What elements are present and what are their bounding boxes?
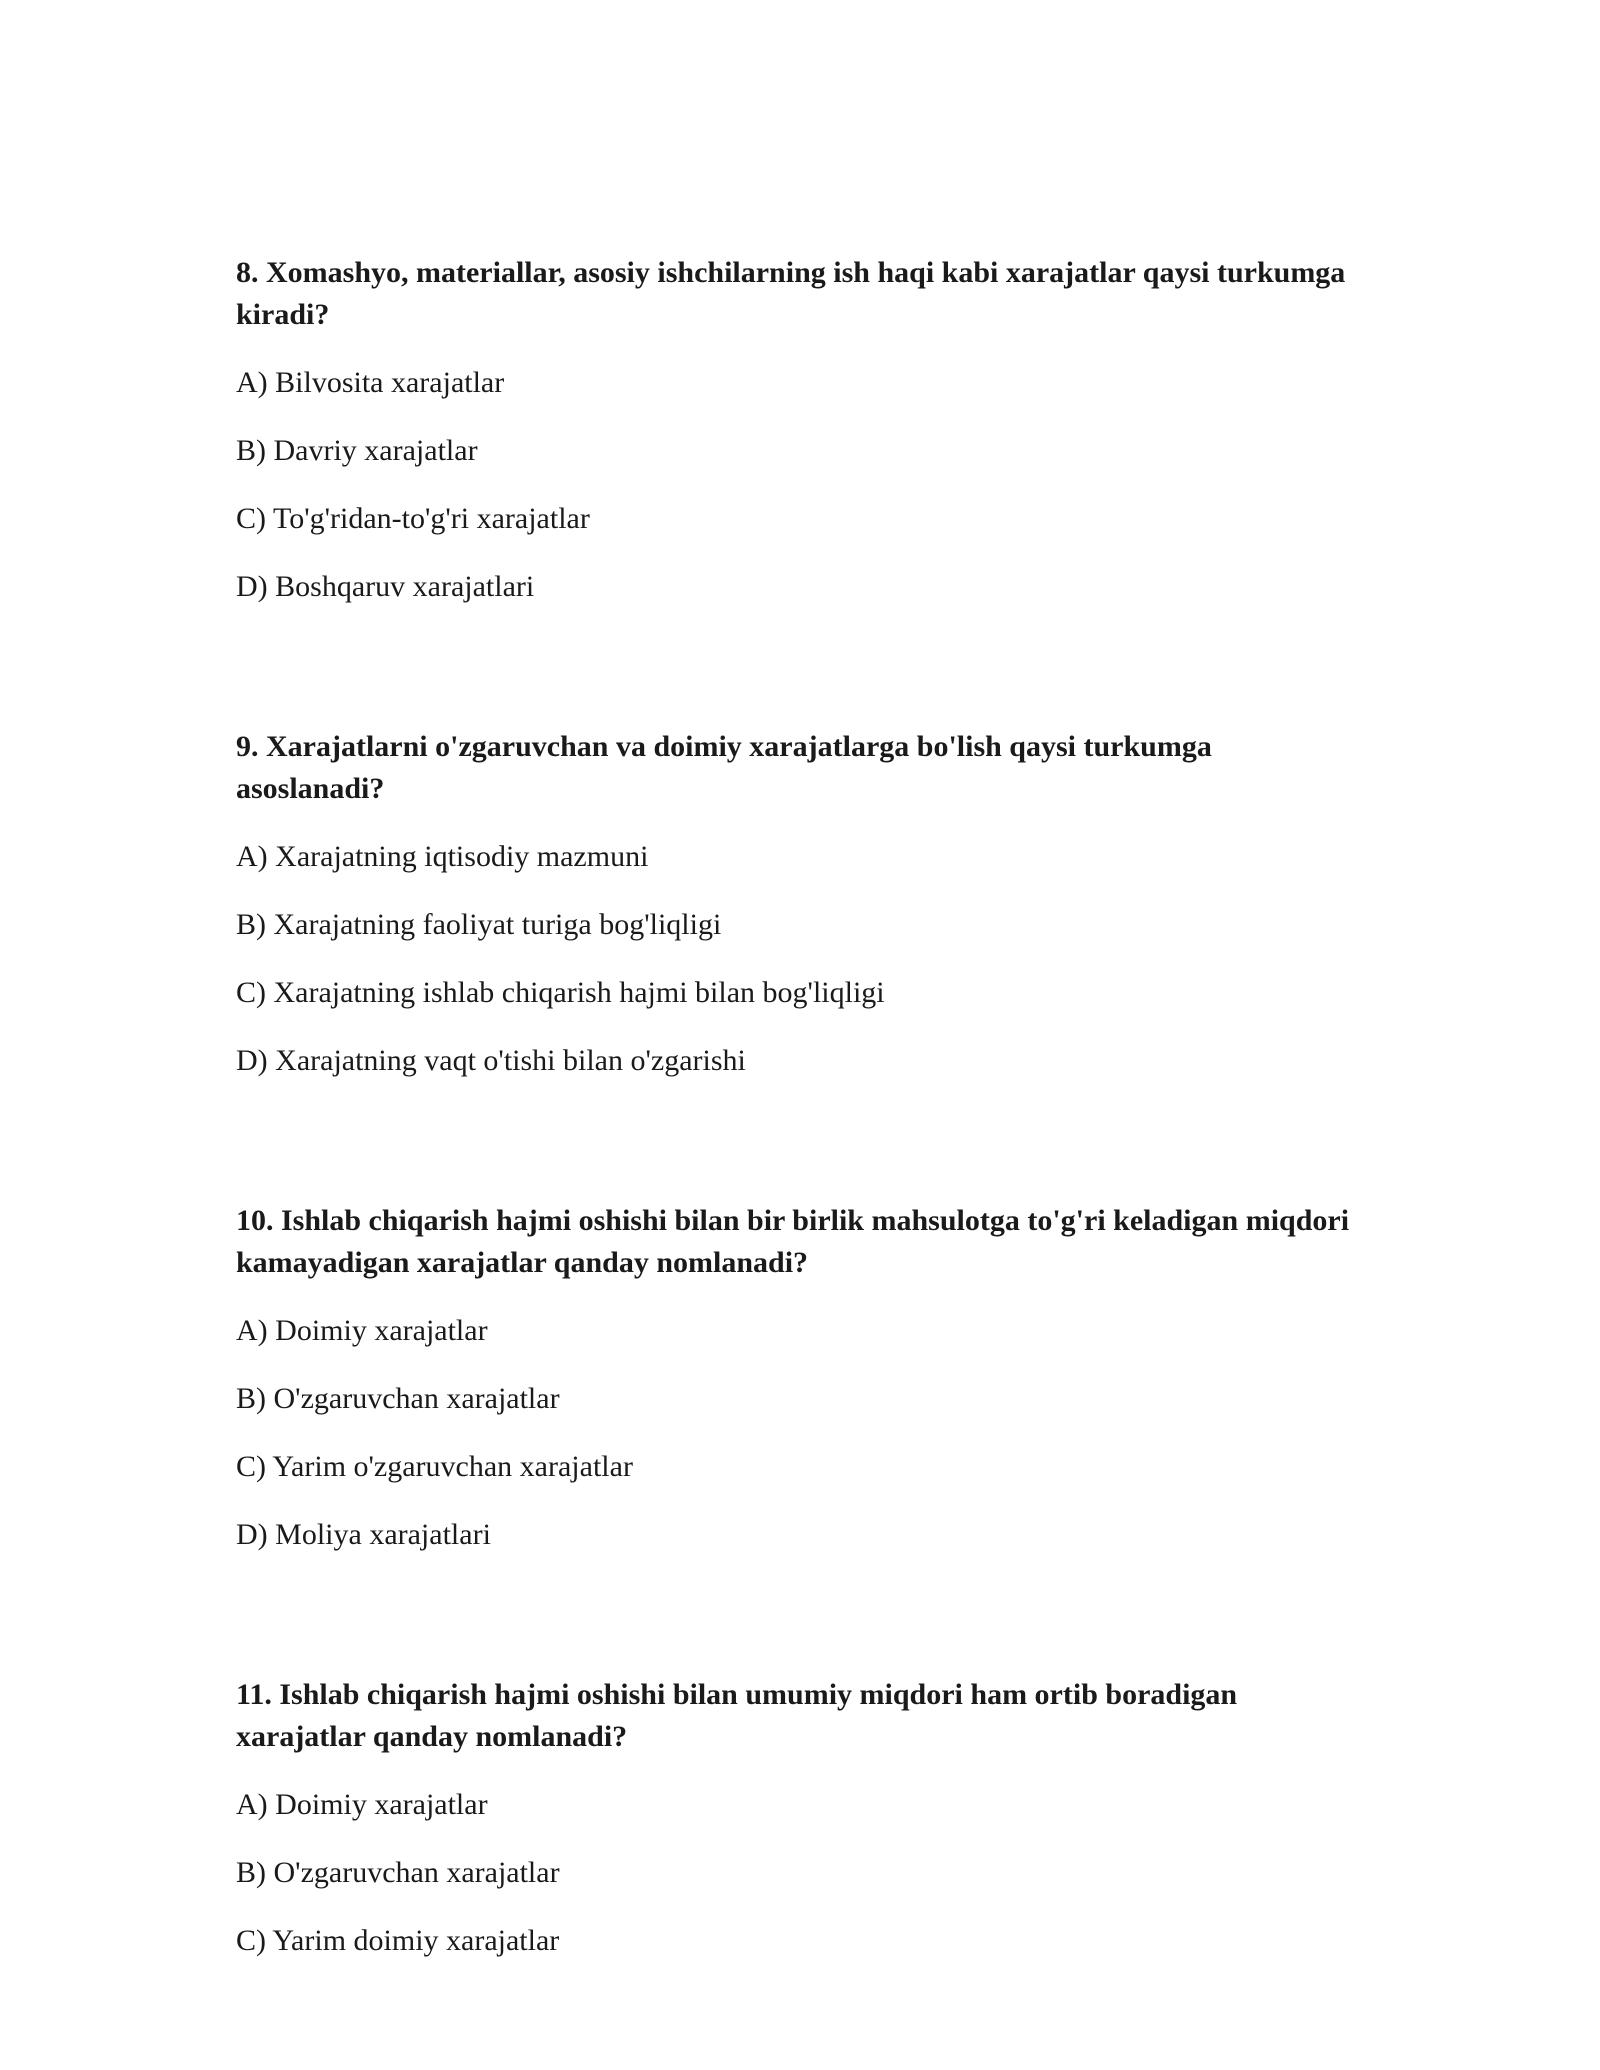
question-text: 8. Xomashyo, materiallar, asosiy ishchilarning ish haqi kabi xarajatlar qaysi turkumga kiradi?	[236, 256, 1346, 331]
answer-option-a: A) Doimiy xarajatlar	[236, 1788, 488, 1821]
answer-option-a: A) Xarajatning iqtisodiy mazmuni	[236, 840, 649, 873]
answer-option-b: B) O'zgaruvchan xarajatlar	[236, 1856, 560, 1889]
answer-option-d: D) Xarajatning vaqt o'tishi bilan o'zgarishi	[236, 1044, 746, 1077]
answer-option-c: C) To'g'ridan-to'g'ri xarajatlar	[236, 502, 590, 535]
answer-option-b: B) O'zgaruvchan xarajatlar	[236, 1382, 560, 1415]
answer-option-b: B) Xarajatning faoliyat turiga bog'liqligi	[236, 908, 722, 941]
answer-option-d: D) Boshqaruv xarajatlari	[236, 570, 535, 603]
answer-option-b: B) Davriy xarajatlar	[236, 434, 478, 467]
question-11	[236, 1674, 1366, 1962]
document-page	[236, 252, 1366, 1962]
question-text: 10. Ishlab chiqarish hajmi oshishi bilan bir birlik mahsulotga to'g'ri keladigan miqdori kamayadigan xarajatlar qanday nomlanadi?	[236, 1204, 1350, 1279]
answer-option-a: A) Bilvosita xarajatlar	[236, 366, 505, 399]
answer-option-a: A) Doimiy xarajatlar	[236, 1314, 488, 1347]
answer-option-d: D) Moliya xarajatlari	[236, 1518, 491, 1551]
question-text: 9. Xarajatlarni o'zgaruvchan va doimiy xarajatlarga bo'lish qaysi turkumga asoslanadi?	[236, 730, 1212, 805]
answer-option-c: C) Yarim doimiy xarajatlar	[236, 1924, 560, 1957]
question-text: 11. Ishlab chiqarish hajmi oshishi bilan umumiy miqdori ham ortib boradigan xarajatlar qanday nomlanadi?	[236, 1678, 1238, 1753]
question-9	[236, 726, 1366, 1082]
answer-option-c: C) Yarim o'zgaruvchan xarajatlar	[236, 1450, 633, 1483]
question-10	[236, 1200, 1366, 1556]
question-8	[236, 252, 1366, 608]
answer-option-c: C) Xarajatning ishlab chiqarish hajmi bilan bog'liqligi	[236, 976, 885, 1009]
